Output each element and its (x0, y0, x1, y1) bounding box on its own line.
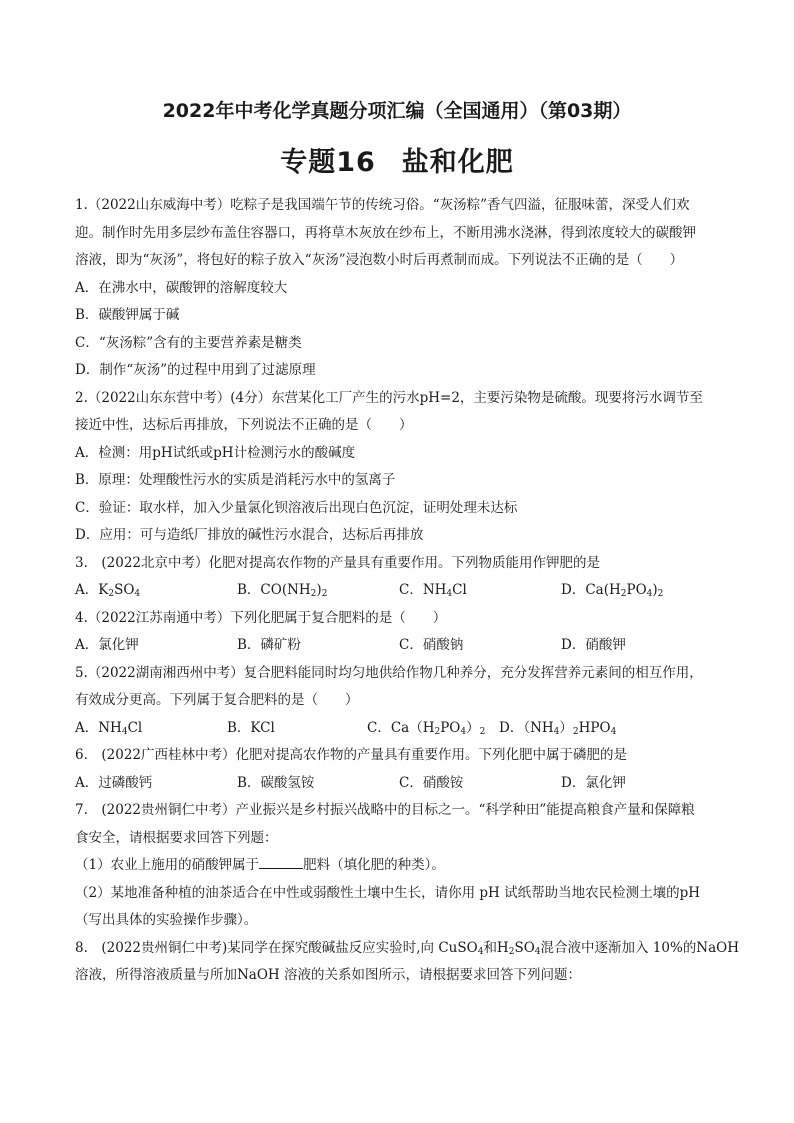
option-c: C．验证：取水样，加入少量氯化钡溶液后出现白色沉淀，证明处理未达标 (75, 499, 518, 516)
option-a: A．过磷酸钙 (75, 774, 153, 791)
option-c: C．硝酸钠 (399, 637, 464, 653)
sub-question-1: （1）农业上施用的硝酸钾属于 肥料（填化肥的种类）。 (75, 857, 445, 873)
question-list (75, 192, 740, 990)
option-d: D．硝酸钾 (561, 637, 626, 653)
question-stem: 食安全，请根据要求回答下列题： (75, 829, 278, 846)
question-1 (75, 192, 725, 385)
subtitle-topic: 专题16 (280, 147, 376, 178)
subtitle-name: 盐和化肥 (401, 147, 514, 178)
question-stem: 2.（2022山东东营中考）(4分）东营某化工厂产生的污水pH=2，主要污染物是硫酸。现要将污水调节至 (75, 389, 703, 406)
question-6 (75, 742, 725, 797)
option-a: A．$NH_4Cl$ (75, 719, 143, 737)
question-stem: 溶液，所得溶液质量与所加NaOH 溶液的关系如图所示，请根据要求回答下列问题： (75, 967, 581, 983)
sub-question-2: （2）某地准备种植的油茶适合在中性或弱酸性土壤中生长，请你用 pH 试纸帮助当地农民检测土壤的pH (75, 884, 700, 901)
question-5 (75, 660, 725, 743)
option-d: D．$Ca(H_2PO_4)_2$ (561, 582, 664, 599)
question-stem: 8. (2022贵州铜仁中考)某同学在探究酸碱盐反应实验时,向 CuSO$_4$和$H_2SO_4$混合液中逐渐加入 10%的NaOH (75, 939, 740, 957)
question-8 (75, 935, 740, 990)
question-stem: 5.（2022湖南湘西州中考）复合肥料能同时均匀地供给作物几种养分，充分发挥营养元素间的相互作用， (75, 664, 703, 681)
option-c: C．硝酸铵 (399, 774, 464, 791)
option-b: B．磷矿粉 (237, 637, 301, 653)
document-subtitle (0, 140, 794, 179)
document-title: 2022年中考化学真题分项汇编（全国通用）（第03期） (162, 100, 632, 122)
option-b: B．原理：处理酸性污水的实质是消耗污水中的氢离子 (75, 472, 396, 488)
question-stem: 1.（2022山东威海中考）吃粽子是我国端午节的传统习俗。“灰汤粽”香气四溢，征服味蕾，深受人们欢 (75, 197, 690, 213)
option-c: C．“灰汤粽”含有的主要营养素是糖类 (75, 334, 302, 351)
option-b: B．碳酸氢铵 (237, 774, 315, 791)
sub-question-2-cont: （写出具体的实验操作步骤）。 (75, 912, 258, 928)
option-a: A．检测：用pH试纸或pH计检测污水的酸碱度 (75, 444, 356, 461)
question-stem: 迎。制作时先用多层纱布盖住容器口，再将草木灰放在纱布上，不断用沸水浇淋，得到浓度较大的碳酸钾 (75, 224, 696, 241)
question-stem: 3. (2022北京中考）化肥对提高农作物的产量具有重要作用。下列物质能用作钾肥的是 (75, 554, 601, 571)
option-c: C．$NH_4Cl$ (399, 582, 467, 599)
option-d: D．应用：可与造纸厂排放的碱性污水混合，达标后再排放 (75, 527, 424, 543)
question-stem: 有效成分更高。下列属于复合肥料的是（ ） (75, 692, 359, 708)
answer-blank[interactable] (259, 856, 303, 869)
option-d: D．氯化钾 (561, 774, 626, 791)
question-4 (75, 605, 725, 660)
question-stem: 7. (2022贵州铜仁中考）产业振兴是乡村振兴战略中的目标之一。“科学种田”能提高粮食产量和保障粮 (75, 802, 695, 818)
option-a: A．在沸水中，碳酸钾的溶解度较大 (75, 279, 288, 296)
question-stem: 溶液，即为“灰汤”，将包好的粽子放入“灰汤”浸泡数小时后再煮制而成。下列说法不正确的是（ ） (75, 252, 684, 268)
question-stem: 4.（2022江苏南通中考）下列化肥属于复合肥料的是（ ） (75, 609, 447, 626)
question-stem: 接近中性，达标后再排放，下列说法不正确的是（ ） (75, 417, 413, 433)
options-row (75, 715, 725, 743)
options-row (75, 577, 725, 605)
options-row (75, 770, 725, 798)
option-b: B．$CO(NH_2)_2$ (237, 582, 328, 599)
option-b: B．碳酸钾属于碱 (75, 307, 180, 323)
options-row (75, 632, 725, 660)
option-a: A．$K_2SO_4$ (75, 582, 141, 599)
option-d: D．制作“灰汤”的过程中用到了过滤原理 (75, 362, 316, 378)
question-stem: 6. (2022广西桂林中考）化肥对提高农作物的产量具有重要作用。下列化肥中属于磷肥的是 (75, 747, 628, 763)
question-3 (75, 550, 725, 605)
option-a: A．氯化钾 (75, 637, 139, 653)
option-d: D．$(NH_4)_2HPO_4$ (499, 719, 617, 737)
question-2 (75, 385, 725, 550)
option-b: B．KCl (227, 719, 275, 736)
option-c: C．$Ca(H_2PO_4)_2$ (367, 719, 486, 737)
question-7 (75, 797, 725, 935)
